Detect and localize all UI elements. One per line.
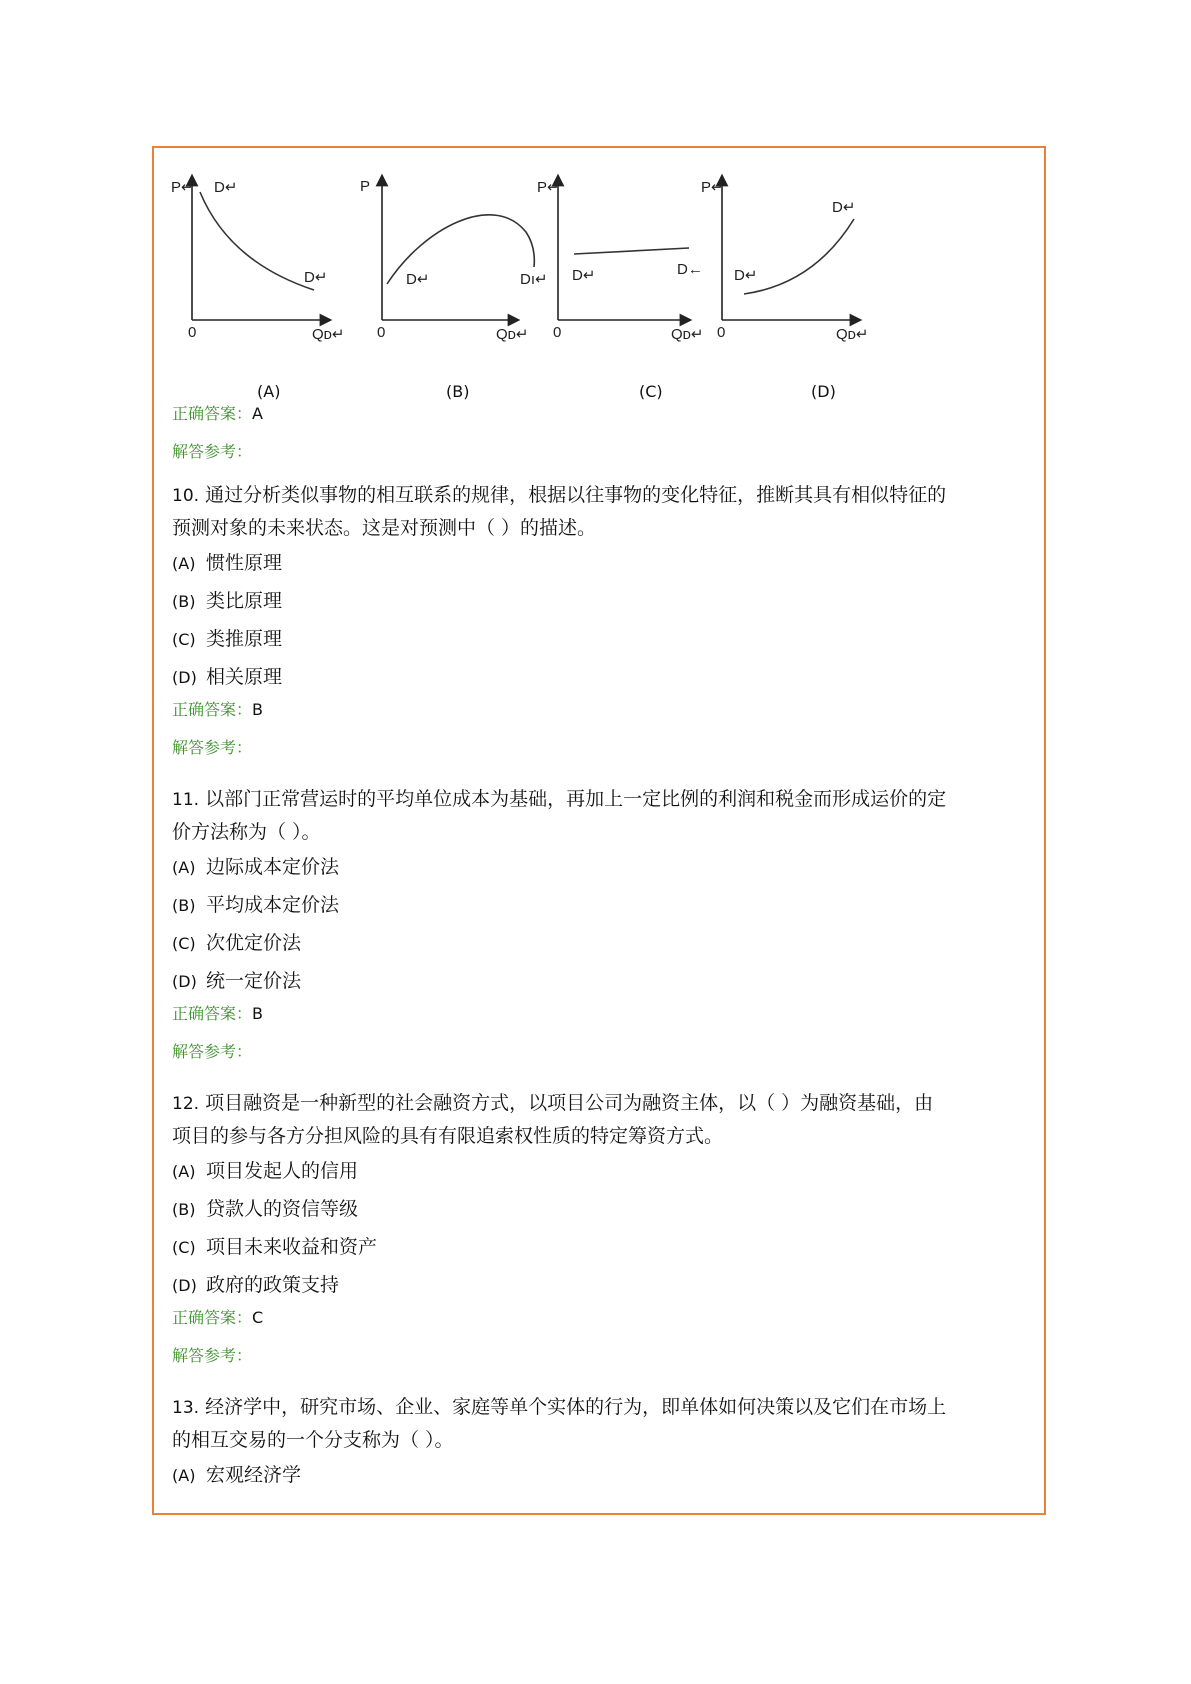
line-c (574, 248, 689, 254)
option-c[interactable]: (C) 次优定价法 (172, 932, 302, 954)
svg-text:Dı↵: Dı↵ (520, 271, 548, 288)
graph-a (171, 179, 345, 343)
graph-label-b: (B) (446, 382, 470, 401)
graph-c (537, 179, 704, 343)
question-stem: 10. 通过分析类似事物的相互联系的规律，根据以往事物的变化特征，推断其具有相似特征的 预测对象的未来状态。这是对预测中（ ）的描述。 (172, 484, 947, 539)
svg-text:P↵: P↵ (171, 179, 194, 196)
question-stem: 13. 经济学中，研究市场、企业、家庭等单个实体的行为，即单体如何决策以及它们在市场上 的相互交易的一个分支称为（ ）。 (172, 1396, 947, 1451)
explain-label: 解答参考： (172, 738, 253, 757)
explain-label: 解答参考： (172, 442, 253, 461)
option-c[interactable]: (C) 类推原理 (172, 628, 283, 650)
option-b[interactable]: (B) 贷款人的资信等级 (172, 1198, 359, 1220)
explain-label: 解答参考： (172, 1346, 253, 1365)
demand-curve-figures (171, 172, 1034, 401)
svg-text:0: 0 (377, 324, 386, 341)
svg-text:0: 0 (553, 324, 562, 341)
svg-text:D↵: D↵ (734, 267, 758, 284)
graph-label-d: (D) (811, 382, 836, 401)
svg-text:Qᴅ↵: Qᴅ↵ (671, 326, 704, 343)
svg-text:Qᴅ↵: Qᴅ↵ (312, 326, 345, 343)
svg-text:D↵: D↵ (832, 199, 856, 216)
svg-text:P↵: P↵ (701, 179, 724, 196)
question-12 (172, 1087, 1034, 1368)
question-stem: 11. 以部门正常营运时的平均单位成本为基础，再加上一定比例的利润和税金而形成运价的定 价方法称为（ ）。 (172, 788, 947, 843)
svg-text:D↵: D↵ (406, 271, 430, 288)
q9-answer-block (172, 402, 1034, 464)
question-stem: 12. 项目融资是一种新型的社会融资方式，以项目公司为融资主体，以（ ）为融资基础，由 项目的参与各方分担风险的具有有限追索权性质的特定筹资方式。 (172, 1092, 934, 1147)
svg-text:0: 0 (188, 324, 197, 341)
option-b[interactable]: (B) 平均成本定价法 (172, 894, 340, 916)
svg-text:P↵: P↵ (537, 179, 560, 196)
svg-text:D↵: D↵ (304, 269, 328, 286)
answer-line: 正确答案：B (172, 1004, 263, 1023)
option-d[interactable]: (D) 统一定价法 (172, 970, 302, 992)
explain-label: 解答参考： (172, 1042, 253, 1061)
answer-line: 正确答案：B (172, 700, 263, 719)
option-d[interactable]: (D) 政府的政策支持 (172, 1274, 340, 1296)
question-frame (152, 146, 1046, 1515)
question-11 (172, 783, 1034, 1064)
svg-text:Qᴅ↵: Qᴅ↵ (496, 326, 529, 343)
question-10 (172, 479, 1034, 760)
answer-line: 正确答案：C (172, 1308, 264, 1327)
option-a[interactable]: (A) 项目发起人的信用 (172, 1160, 359, 1182)
svg-text:0: 0 (717, 324, 726, 341)
graph-d (701, 179, 869, 343)
option-d[interactable]: (D) 相关原理 (172, 666, 283, 688)
graph-label-c: (C) (639, 382, 663, 401)
demand-curves-svg (171, 172, 1034, 372)
option-a[interactable]: (A) 宏观经济学 (172, 1464, 302, 1486)
option-a[interactable]: (A) 边际成本定价法 (172, 856, 340, 878)
curve-d (744, 219, 854, 294)
svg-text:P: P (360, 178, 371, 195)
svg-text:D←: D← (677, 261, 703, 278)
answer-line: 正确答案：A (172, 404, 263, 423)
curve-a (200, 192, 314, 290)
graph-b (360, 178, 548, 343)
svg-text:D↵: D↵ (572, 267, 596, 284)
svg-text:D↵: D↵ (214, 179, 238, 196)
graph-label-a: (A) (257, 382, 281, 401)
option-c[interactable]: (C) 项目未来收益和资产 (172, 1236, 378, 1258)
option-b[interactable]: (B) 类比原理 (172, 590, 283, 612)
question-13 (172, 1391, 1034, 1494)
svg-text:Qᴅ↵: Qᴅ↵ (836, 326, 869, 343)
option-a[interactable]: (A) 惯性原理 (172, 552, 283, 574)
